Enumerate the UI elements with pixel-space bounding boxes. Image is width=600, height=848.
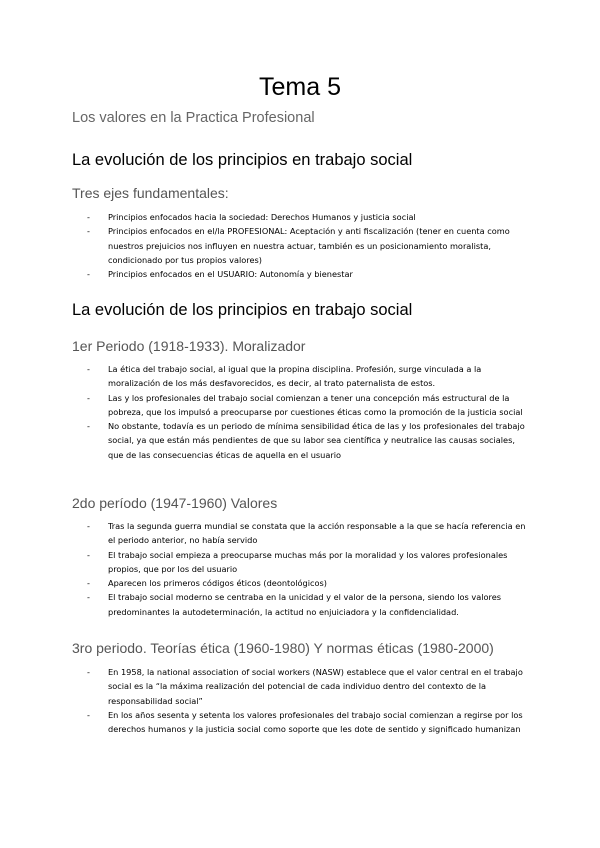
bullet-list [72, 210, 532, 281]
dash-icon: - [87, 226, 90, 237]
period-heading: 2do período (1947-1960) Valores [72, 495, 278, 511]
dash-icon: - [87, 549, 90, 560]
page-subtitle: Los valores en la Practica Profesional [72, 110, 315, 126]
section-heading: La evolución de los principios en trabajo social [72, 151, 413, 169]
list-item: - Tras la segunda guerra mundial se constata que la acción responsable a la que se hacía referencia en el periodo anterior, no había servido [87, 521, 526, 546]
dash-icon: - [87, 667, 90, 677]
list-item: - La ética del trabajo social, al igual que la propina disciplina. Profesión, surge vinculada a la moralización de los más desfavorecidos, es decir, al trato paternalista de estos. [87, 364, 482, 389]
section-subheading: Tres ejes fundamentales: [72, 185, 229, 201]
list-item: - El trabajo social moderno se centraba en la unicidad y el valor de la persona, siendo los valores predominantes la autodeterminación, la actitud no enjuiciadora y la confidencialidad. [87, 592, 502, 617]
bullet-list [72, 665, 532, 736]
page-title: Tema 5 [259, 73, 341, 101]
list-item: - No obstante, todavía es un periodo de mínima sensibilidad ética de las y los profesionales del trabajo social, ya que están más pendientes de que su labor sea científica y neutralice las causas sociales, que de las consecuencias éticas de aquella en el usuario [87, 421, 525, 460]
dash-icon: - [87, 521, 90, 531]
dash-icon: - [87, 421, 90, 432]
list-item: - Las y los profesionales del trabajo social comienzan a tener una concepción más estructural de la pobreza, que los impulsó a preocuparse por cuestiones éticas como la promoción de la justicia social [87, 392, 523, 417]
dash-icon: - [87, 578, 90, 589]
list-item: - El trabajo social empieza a preocuparse muchas más por la moralidad y los valores profesionales propios, que por los del usuario [87, 549, 508, 574]
bullet-list [72, 519, 532, 619]
list-item: - En los años sesenta y setenta los valores profesionales del trabajo social comienzan a regirse por los derechos humanos y la justicia social como soporte que les dote de sentido y significado humanizan [87, 709, 523, 735]
dash-icon: - [87, 392, 90, 403]
bullet-list [72, 362, 532, 462]
dash-icon: - [87, 212, 90, 222]
dash-icon: - [87, 592, 90, 603]
dash-icon: - [87, 709, 90, 720]
list-item: - En 1958, la national association of social workers (NASW) establece que el valor central en el trabajo social es la “la máxima realización del potencial de cada individuo dentro del contexto de la responsabilidad social” [87, 667, 523, 706]
period-heading: 1er Periodo (1918-1933). Moralizador [72, 338, 306, 354]
dash-icon: - [87, 364, 90, 374]
list-item: - Principios enfocados hacia la sociedad: Derechos Humanos y justicia social [72, 210, 532, 224]
list-item: - Principios enfocados en el/la PROFESIONAL: Aceptación y anti fiscalización (tener en cuenta como nuestros prejuicios nos influyen en nuestra actuar, también es un posicionamiento moralista, condicionado por tus propios valores) [87, 226, 510, 265]
list-item: - Principios enfocados en el USUARIO: Autonomía y bienestar [72, 267, 532, 281]
section-heading: La evolución de los principios en trabajo social [72, 301, 413, 319]
period-heading: 3ro periodo. Teorías ética (1960-1980) Y normas éticas (1980-2000) [72, 640, 494, 656]
list-item: - Aparecen los primeros códigos éticos (deontológicos) [72, 576, 532, 590]
dash-icon: - [87, 269, 90, 280]
